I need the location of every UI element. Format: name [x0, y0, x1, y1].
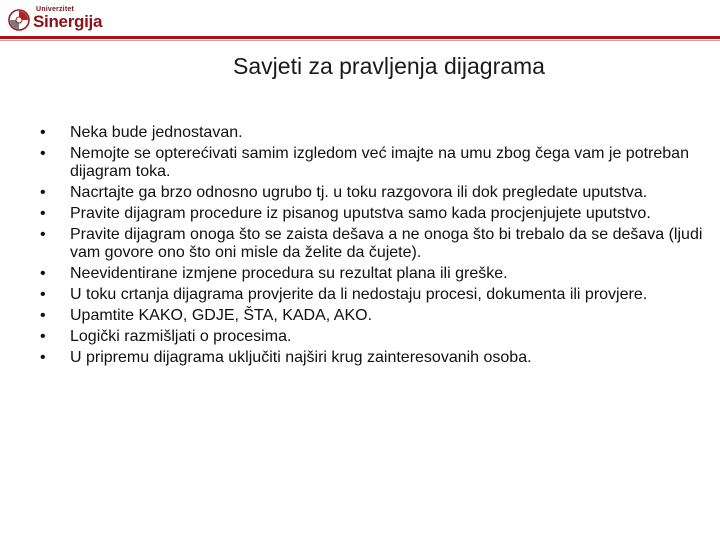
bullet-item: [40, 328, 708, 346]
header-divider: [0, 36, 720, 39]
bullet-item: [40, 124, 708, 142]
bullet-text: Nacrtajte ga brzo odnosno ugrubo tj. u toku razgovora ili dok pregledate uputstva.: [70, 184, 648, 201]
logo-subtitle: Univerzitet: [36, 6, 74, 13]
bullet-text: U toku crtanja dijagrama provjerite da li nedostaju procesi, dokumenta ili provjere.: [70, 286, 648, 303]
bullet-item: [40, 226, 708, 262]
bullet-item: [40, 307, 708, 325]
bullet-dot: •: [40, 205, 46, 222]
bullet-dot: •: [40, 265, 46, 282]
slide-title: Savjeti za pravljenja dijagrama: [233, 53, 545, 79]
bullet-item: [40, 349, 708, 367]
university-logo: [8, 4, 103, 34]
bullet-dot: •: [40, 286, 46, 303]
bullet-dot: •: [40, 328, 46, 345]
bullet-text: U pripremu dijagrama uključiti najširi krug zainteresovanih osoba.: [70, 349, 532, 366]
bullet-dot: •: [40, 124, 46, 141]
bullet-text: Pravite dijagram procedure iz pisanog uputstva samo kada procjenjujete uputstvo.: [70, 205, 651, 222]
sinergija-emblem-icon: [8, 9, 30, 31]
bullet-text: Neevidentirane izmjene procedura su rezultat plana ili greške.: [70, 265, 508, 282]
bullet-item: [40, 184, 708, 202]
bullet-dot: •: [40, 226, 46, 243]
bullet-text: Pravite dijagram onoga što se zaista dešava a ne onoga što bi trebalo da se dešava (ljudi vam govore ono što oni misle da želite da čujete).: [70, 226, 703, 261]
bullet-item: [40, 265, 708, 283]
bullet-dot: •: [40, 184, 46, 201]
bullet-list: [40, 124, 708, 370]
bullet-dot: •: [40, 307, 46, 324]
bullet-text: Neka bude jednostavan.: [70, 124, 243, 141]
bullet-text: Nemojte se opterećivati samim izgledom već imajte na umu zbog čega vam je potreban dijagram toka.: [70, 145, 689, 180]
bullet-item: [40, 145, 708, 181]
bullet-item: [40, 205, 708, 223]
header-divider-thin: [0, 40, 720, 41]
bullet-text: Logički razmišljati o procesima.: [70, 328, 292, 345]
bullet-text: Upamtite KAKO, GDJE, ŠTA, KADA, AKO.: [70, 307, 373, 324]
bullet-dot: •: [40, 145, 46, 162]
bullet-dot: •: [40, 349, 46, 366]
bullet-item: [40, 286, 708, 304]
logo-wordmark: Sinergija: [33, 12, 103, 31]
